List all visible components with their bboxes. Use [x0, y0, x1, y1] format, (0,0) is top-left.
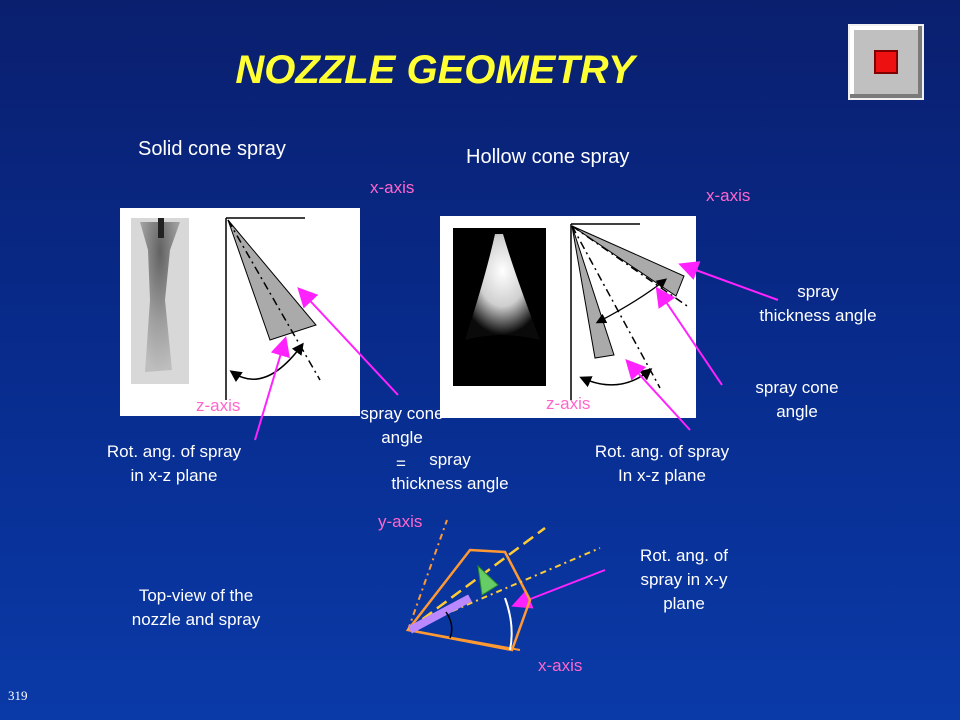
- solid-thickness-line2: thickness angle: [391, 474, 509, 493]
- top-y-axis-label: y-axis: [378, 512, 423, 531]
- top-rot-angle-line2: spray in x-y: [640, 570, 728, 589]
- solid-z-axis-label: z-axis: [196, 396, 241, 415]
- hollow-x-axis-label: x-axis: [706, 186, 751, 205]
- top-view-caption-line1: Top-view of the: [138, 586, 254, 605]
- hollow-thickness-line1: spray: [797, 282, 839, 301]
- top-rot-angle-line3: plane: [663, 594, 705, 613]
- solid-equals-sign: =: [396, 454, 406, 473]
- hollow-rot-angle-label: [572, 440, 752, 488]
- top-view-caption: [110, 584, 282, 632]
- hollow-rot-angle-line2: In x-z plane: [618, 466, 706, 485]
- solid-thickness-line1: spray: [429, 450, 471, 469]
- solid-x-axis-label: x-axis: [370, 178, 415, 197]
- hollow-rot-angle-line1: Rot. ang. of spray: [594, 442, 730, 461]
- hollow-z-axis-label: z-axis: [546, 394, 591, 413]
- top-rot-angle-line1: Rot. ang. of: [640, 546, 728, 565]
- solid-cone-schematic: [226, 218, 320, 400]
- solid-rot-angle-line2: in x-z plane: [130, 466, 218, 485]
- top-x-axis-label: x-axis: [538, 656, 583, 675]
- hollow-cone-angle-label: [732, 376, 862, 424]
- top-rot-angle-label: [612, 544, 756, 616]
- page-number: 319: [8, 688, 28, 703]
- solid-cone-heading: Solid cone spray: [138, 138, 286, 160]
- slide-title: NOZZLE GEOMETRY: [235, 48, 635, 92]
- hollow-thickness-line2: thickness angle: [759, 306, 877, 325]
- solid-rot-angle-line1: Rot. ang. of spray: [106, 442, 242, 461]
- hollow-cone-angle-line1: spray cone: [755, 378, 839, 397]
- hollow-cone-angle-line2: angle: [776, 402, 818, 421]
- solid-cone-angle-label: [338, 402, 466, 450]
- solid-rot-angle-label: [86, 440, 262, 488]
- solid-thickness-angle-label: [372, 448, 528, 496]
- solid-spray-photo: [131, 218, 189, 384]
- solid-cone-angle-line2: angle: [381, 428, 423, 447]
- solid-cone-angle-line1: spray cone: [360, 404, 444, 423]
- hollow-spray-photo: [453, 228, 546, 386]
- top-view-diagram: [408, 520, 600, 650]
- hollow-thickness-angle-label: [740, 280, 896, 328]
- top-view-caption-line2: nozzle and spray: [131, 610, 261, 629]
- hollow-cone-heading: Hollow cone spray: [466, 146, 630, 168]
